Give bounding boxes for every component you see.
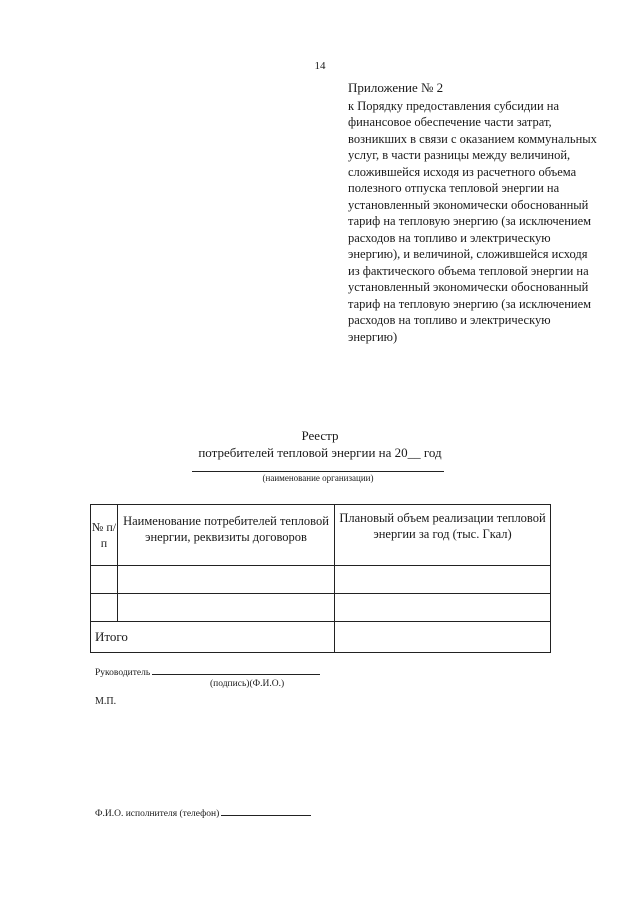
table-total-row [91, 622, 551, 653]
total-label: Итого [91, 622, 335, 653]
registry-title: Реестр [301, 428, 339, 443]
executor-line [221, 815, 311, 816]
stamp-placeholder: М.П. [95, 696, 117, 707]
total-value-cell [335, 622, 551, 653]
header-number: № п/п [91, 505, 118, 566]
table-cell [335, 566, 551, 594]
appendix-title: Приложение № 2 [348, 80, 444, 95]
header-consumer-name: Наименование потребителей тепловой энергии, реквизиты договоров [118, 505, 335, 566]
registry-subtitle: потребителей тепловой энергии на 20__ год [198, 445, 442, 460]
executor-row [95, 809, 311, 819]
header-planned-volume: Плановый объем реализации тепловой энергии за год (тыс. Гкал) [335, 505, 551, 566]
table-cell [91, 594, 118, 622]
appendix-text: к Порядку предоставления субсидии на финансовое обеспечение части затрат, возникших в связи с оказанием коммунальных услуг, в части разницы между величиной, сложившейся исходя из расчетного объема полезного отпуска тепловой энергии на установленный экономически обоснованный тариф на тепловую энергию (за исключением расходов на топливо и электрическую энергию), и величиной, сложившейся исходя из фактического объема тепловой энергии на установленный экономически обоснованный тариф на тепловую энергию (за исключением расходов на топливо и электрическую энергию) [348, 98, 597, 344]
appendix-block [348, 80, 598, 345]
registry-table [90, 504, 551, 653]
signature-row [95, 668, 320, 678]
signature-caption: (подпись)(Ф.И.О.) [210, 679, 285, 689]
table-cell [118, 594, 335, 622]
organization-name-line [192, 471, 444, 472]
executor-label: Ф.И.О. исполнителя (телефон) [95, 809, 220, 819]
table-cell [91, 566, 118, 594]
table-header-row [91, 505, 551, 566]
page-number: 14 [314, 60, 326, 72]
table-row [91, 566, 551, 594]
signature-line [152, 674, 320, 675]
table-row [91, 594, 551, 622]
table-cell [118, 566, 335, 594]
table-cell [335, 594, 551, 622]
signature-label: Руководитель [95, 668, 151, 678]
organization-caption: (наименование организации) [262, 473, 374, 483]
